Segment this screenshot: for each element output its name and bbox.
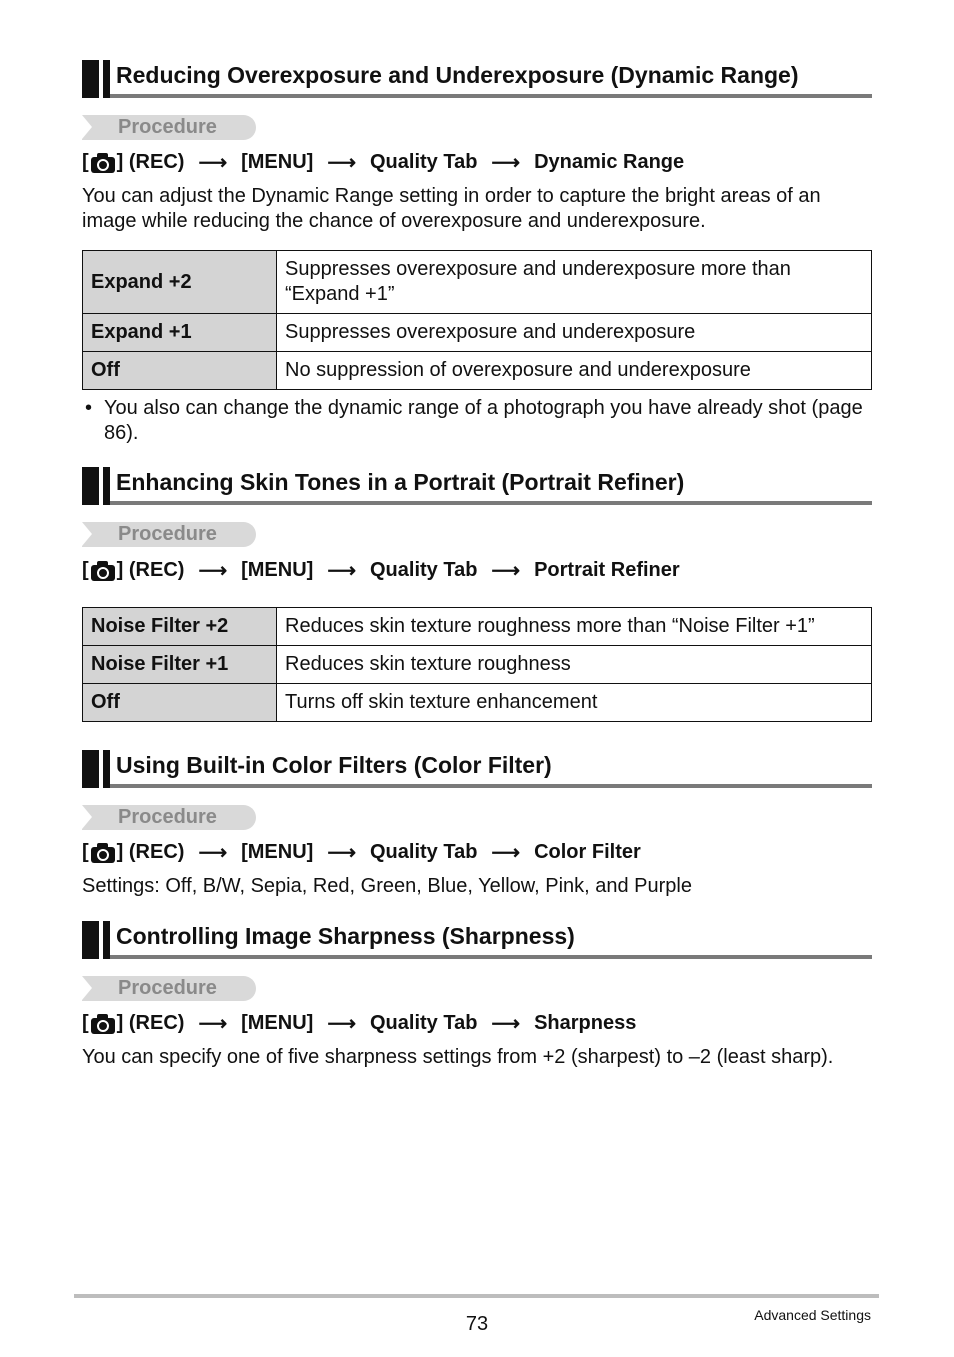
- arrow-icon: ⟶: [198, 1013, 228, 1035]
- procedure-tag: Procedure: [82, 115, 256, 140]
- section-description: You can specify one of five sharpness settings from +2 (sharpest) to –2 (least sharp).: [82, 1046, 834, 1068]
- menu-path: [ ] (REC) ⟶ [MENU] ⟶ Quality Tab ⟶ Sharpness: [82, 1012, 637, 1035]
- table-row: Noise Filter +1 Reduces skin texture roughness: [83, 646, 872, 684]
- camera-icon: [91, 153, 115, 173]
- page-number: 73: [465, 1313, 489, 1335]
- section-heading: [82, 60, 872, 98]
- menu-path: [ ] (REC) ⟶ [MENU] ⟶ Quality Tab ⟶ Dynamic Range: [82, 151, 685, 174]
- section-heading: [82, 750, 872, 788]
- arrow-icon: ⟶: [327, 842, 356, 864]
- arrow-icon: ⟶: [198, 560, 228, 582]
- section-title: Using Built-in Color Filters (Color Filter): [116, 752, 552, 778]
- settings-table: [82, 607, 872, 722]
- arrow-icon: ⟶: [327, 1013, 356, 1035]
- table-row: Off Turns off skin texture enhancement: [83, 684, 872, 722]
- footer-rule: [74, 1294, 879, 1298]
- section-title: Enhancing Skin Tones in a Portrait (Portrait Refiner): [116, 469, 685, 495]
- section-title: Reducing Overexposure and Underexposure (Dynamic Range): [116, 62, 799, 88]
- procedure-tag: Procedure: [82, 805, 256, 830]
- table-row: Off No suppression of overexposure and underexposure: [83, 352, 872, 390]
- settings-table: [82, 250, 872, 390]
- section-heading: [82, 467, 872, 505]
- table-row: Noise Filter +2 Reduces skin texture roughness more than “Noise Filter +1”: [83, 608, 872, 646]
- section-heading: [82, 921, 872, 959]
- section-description: Settings: Off, B/W, Sepia, Red, Green, Blue, Yellow, Pink, and Purple: [82, 875, 692, 897]
- section-description: You can adjust the Dynamic Range setting in order to capture the bright areas of an image while reducing the chance of overexposure and underexposure.: [82, 185, 821, 232]
- bullet-note: • You also can change the dynamic range of a photograph you have already shot (page 86).: [85, 397, 863, 444]
- arrow-icon: ⟶: [198, 842, 228, 864]
- arrow-icon: ⟶: [491, 842, 521, 864]
- arrow-icon: ⟶: [198, 152, 228, 174]
- arrow-icon: ⟶: [491, 560, 521, 582]
- section-title: Controlling Image Sharpness (Sharpness): [116, 923, 575, 949]
- arrow-icon: ⟶: [491, 1013, 521, 1035]
- camera-icon: [91, 1014, 115, 1034]
- camera-icon: [91, 843, 115, 863]
- arrow-icon: ⟶: [327, 560, 356, 582]
- menu-path: [ ] (REC) ⟶ [MENU] ⟶ Quality Tab ⟶ Portrait Refiner: [82, 559, 680, 582]
- arrow-icon: ⟶: [491, 152, 521, 174]
- camera-icon: [91, 561, 115, 581]
- procedure-tag: Procedure: [82, 976, 256, 1001]
- footer-section-name: Advanced Settings: [754, 1307, 871, 1323]
- menu-path: [ ] (REC) ⟶ [MENU] ⟶ Quality Tab ⟶ Color Filter: [82, 841, 641, 864]
- procedure-tag: Procedure: [82, 522, 256, 547]
- arrow-icon: ⟶: [327, 152, 356, 174]
- table-row: Expand +1 Suppresses overexposure and underexposure: [83, 314, 872, 352]
- table-row: Expand +2 Suppresses overexposure and underexposure more than “Expand +1”: [83, 251, 872, 314]
